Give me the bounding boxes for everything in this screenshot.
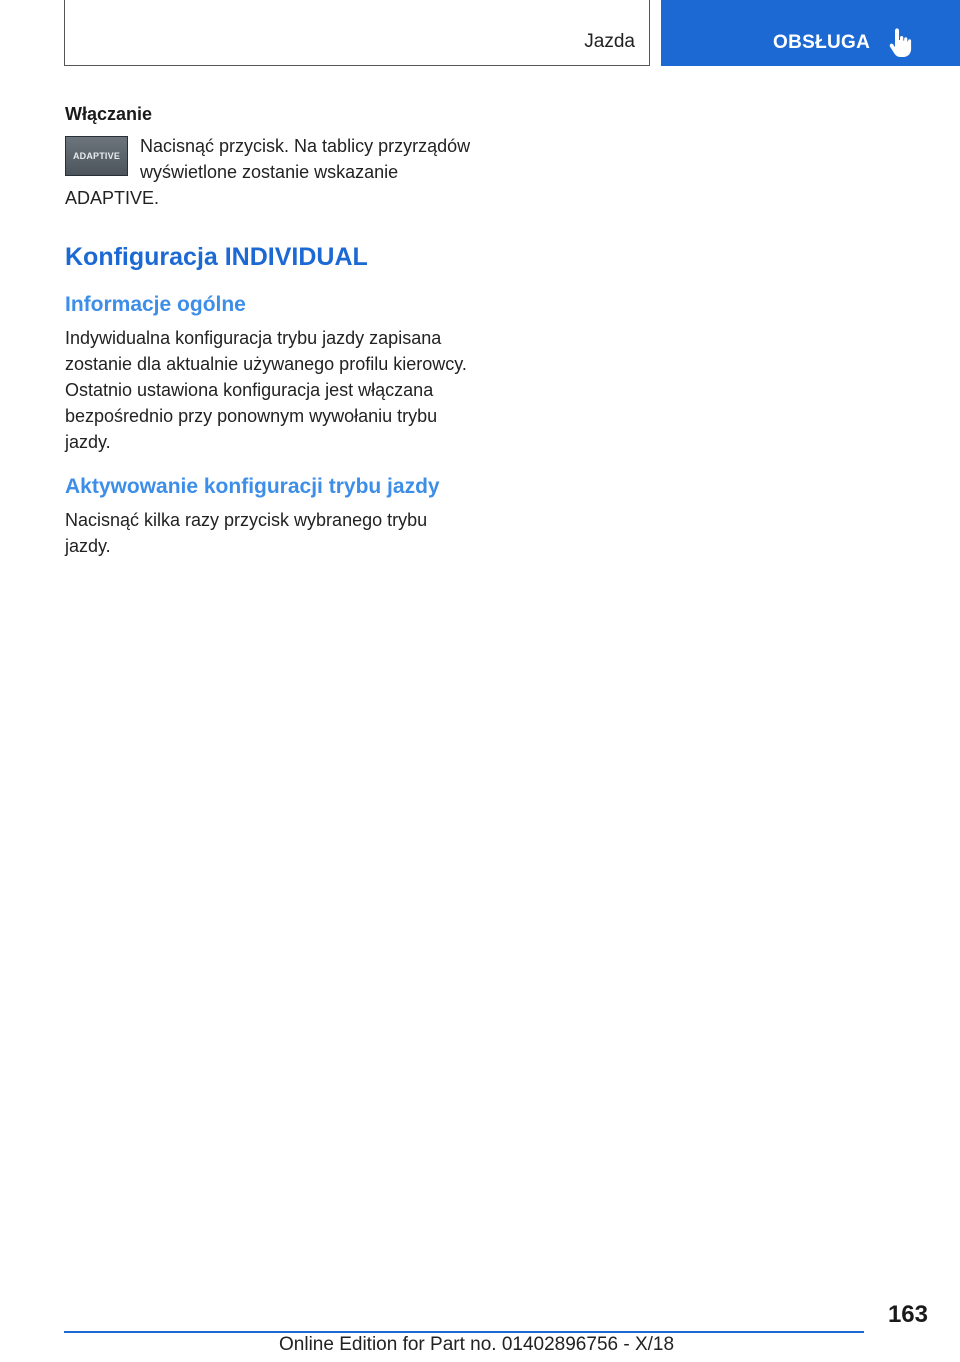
activate-text: Nacisnąć kilka razy przycisk wybranego trybu jazdy.: [65, 510, 428, 556]
pointing-hand-icon: [888, 28, 914, 58]
footer-edition-text: Online Edition for Part no. 01402896756 - X/18: [279, 1334, 675, 1355]
enable-paragraph: [65, 133, 477, 211]
footer-divider: [64, 1331, 864, 1333]
header-section-title: Jazda: [584, 31, 635, 52]
general-text: Indywidualna konfiguracja trybu jazdy zapisana zostanie dla aktualnie używanego profilu kierowcy. Ostatnio ustawiona konfiguracja jest włączana bezpośrednio przy ponownym wywołaniu trybu jazdy.: [65, 328, 467, 452]
adaptive-button-label: ADAPTIVE: [72, 151, 121, 161]
enable-heading: Włączanie: [65, 104, 153, 124]
general-heading: Informacje ogólne: [65, 293, 246, 316]
page-content: [65, 104, 477, 559]
activate-heading: Aktywowanie konfiguracji trybu jazdy: [65, 475, 440, 498]
adaptive-button-icon: [65, 136, 128, 176]
enable-text: Nacisnąć przycisk. Na tablicy przyrządów wyświetlone zostanie wskazanie ADAPTIVE.: [65, 136, 471, 208]
page-number: 163: [887, 1301, 928, 1328]
config-heading: Konfiguracja INDIVIDUAL: [65, 243, 368, 271]
header-section-box: [64, 0, 650, 66]
header-tab-label: OBSŁUGA: [773, 32, 871, 53]
header-tab-obsluga[interactable]: [661, 0, 960, 66]
